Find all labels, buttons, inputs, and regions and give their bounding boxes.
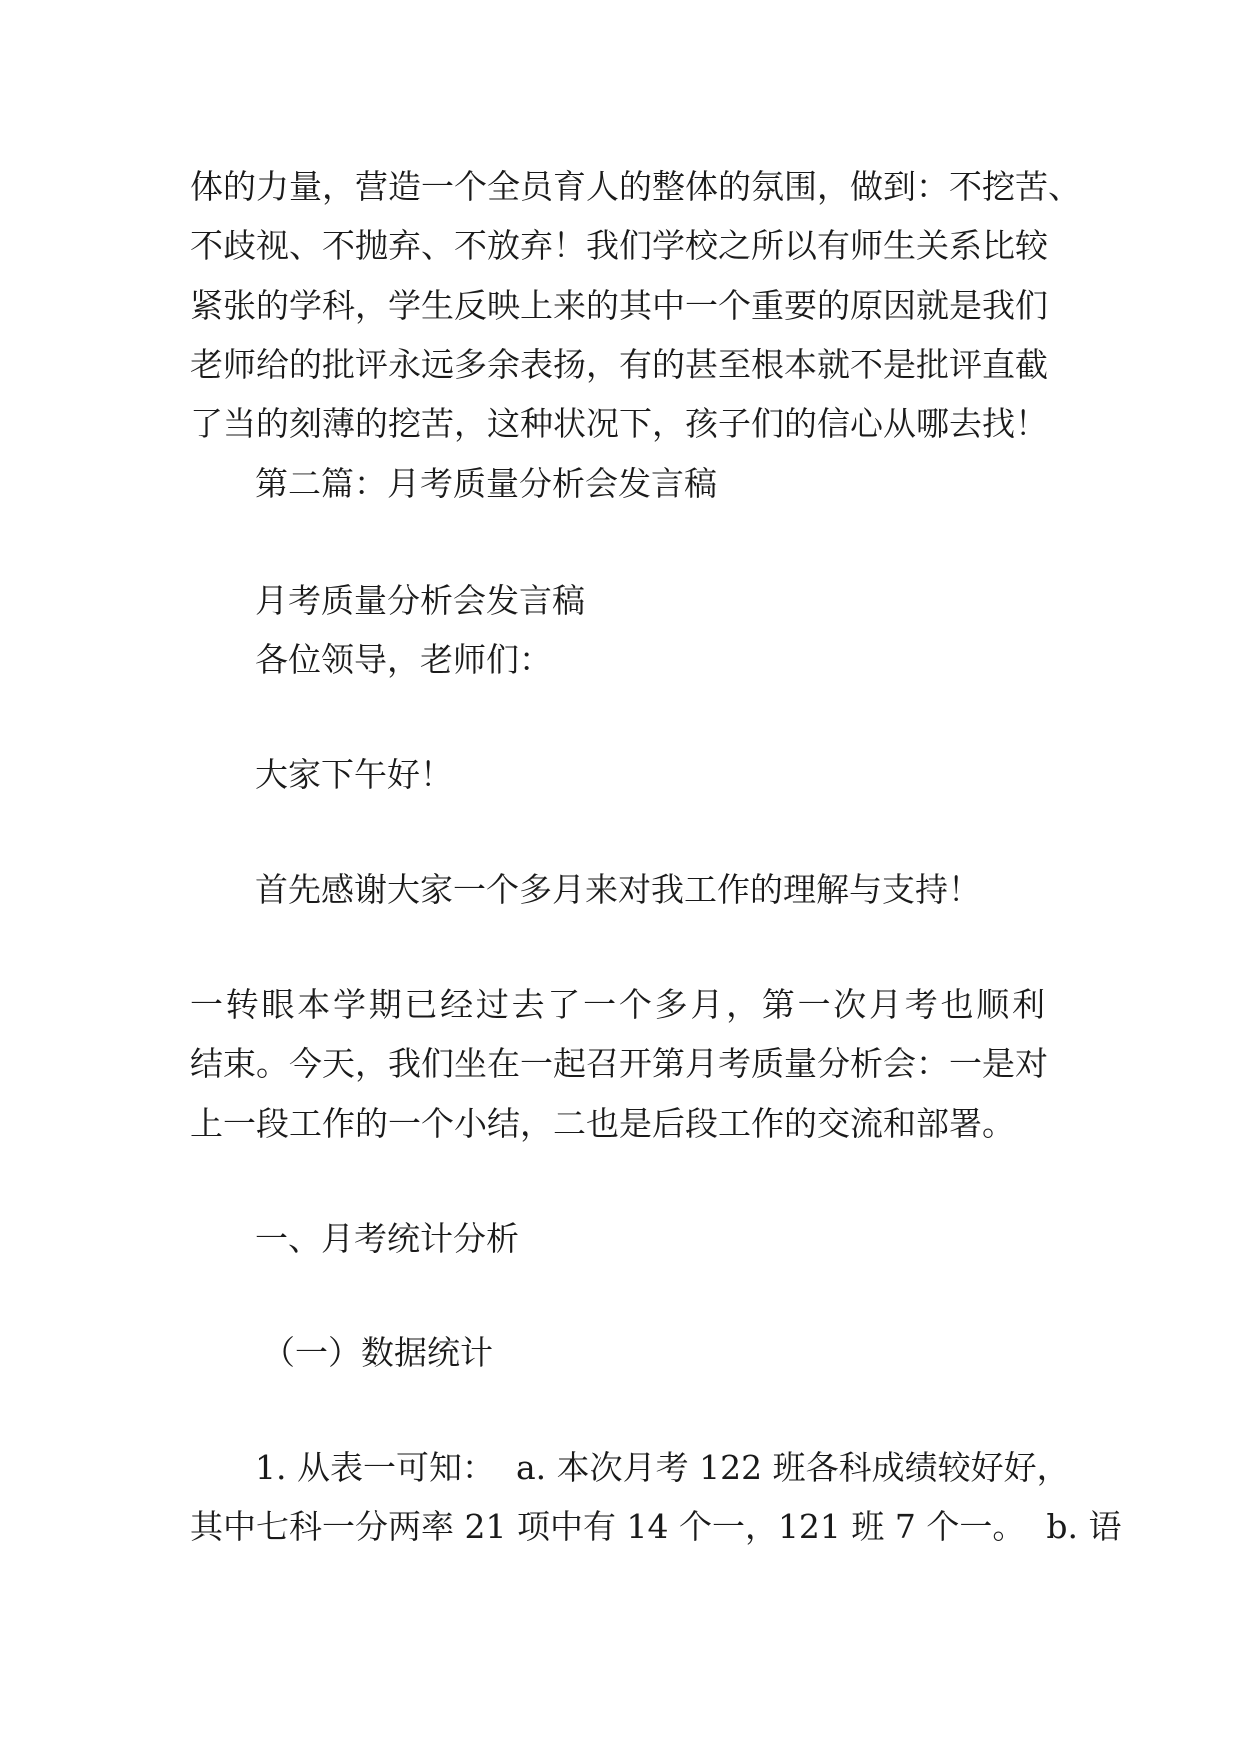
paragraph-line: 体的力量，营造一个全员育人的整体的氛围，做到：不挖苦、 (190, 167, 1081, 206)
paragraph-line: 一转眼本学期已经过去了一个多月，第一次月考也顺利 (190, 985, 1045, 1024)
paragraph-line: 其中七科一分两率 21 项中有 14 个一，121 班 7 个一。 b. 语 (190, 1507, 1122, 1546)
greeting: 大家下午好！ (255, 755, 453, 794)
document-title: 月考质量分析会发言稿 (255, 581, 585, 620)
paragraph-line: 不歧视、不抛弃、不放弃！我们学校之所以有师生关系比较 (190, 226, 1048, 265)
subsection-heading: （一）数据统计 (262, 1333, 493, 1372)
paragraph-line: 结束。今天，我们坐在一起召开第月考质量分析会：一是对 (190, 1044, 1048, 1083)
paragraph-line: 老师给的批评永远多余表扬，有的甚至根本就不是批评直截 (190, 345, 1048, 384)
salutation: 各位领导，老师们： (255, 640, 552, 679)
paragraph-line: 1. 从表一可知： a. 本次月考 122 班各科成绩较好好， (255, 1448, 1070, 1487)
paragraph-line: 了当的刻薄的挖苦，这种状况下，孩子们的信心从哪去找！ (190, 404, 1048, 443)
paragraph-line: 首先感谢大家一个多月来对我工作的理解与支持！ (255, 870, 981, 909)
section-heading: 一、月考统计分析 (255, 1219, 519, 1258)
paragraph-line: 紧张的学科，学生反映上来的其中一个重要的原因就是我们 (190, 286, 1048, 325)
section-heading: 第二篇：月考质量分析会发言稿 (255, 464, 717, 503)
paragraph-line: 上一段工作的一个小结，二也是后段工作的交流和部署。 (190, 1104, 1015, 1143)
